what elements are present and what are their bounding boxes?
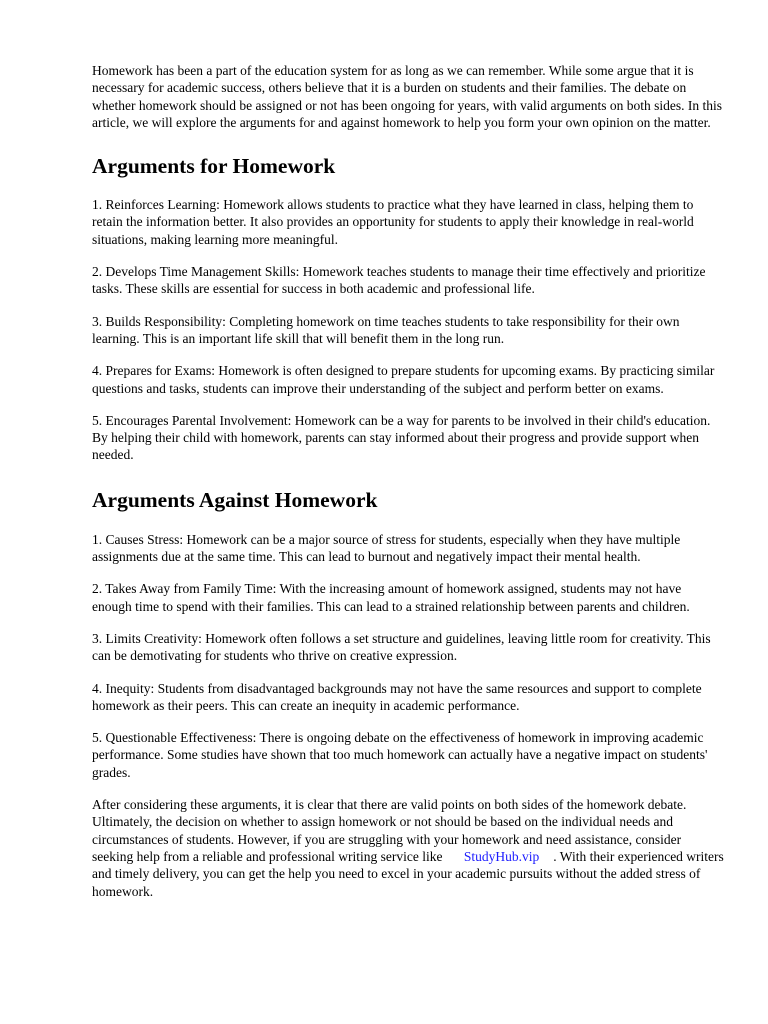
conclusion-text-before-link: After considering these arguments, it is clear that there are valid points on both sides of the homework debate. Ultimately, the decision on whether to assign homework or not should be based on the individual needs and circumstances of students. However, if you are struggling with your homework and need assistance, consider seeking help from a reliable and professional writing service like: [92, 797, 687, 864]
for-item-3: 3. Builds Responsibility: Completing homework on time teaches students to take responsibility for their own learning. This is an important life skill that will benefit them in the long run.: [92, 313, 680, 346]
against-item-1: 1. Causes Stress: Homework can be a major source of stress for students, especially when they have multiple assignments due at the same time. This can lead to burnout and negatively impact their mental health.: [92, 531, 681, 565]
for-item-5: 5. Encourages Parental Involvement: Homework can be a way for parents to be involved in their child's education. By helping their child with homework, parents can stay informed about their progress and provide support when needed.: [92, 412, 711, 463]
conclusion-text-after-link: . With their experienced writers and timely delivery, you can get the help you need to excel in your academic pursuits without the added stress of homework.: [92, 848, 724, 899]
intro-paragraph: Homework has been a part of the education system for as long as we can remember. While some argue that it is necessary for academic success, others believe that it is a burden on students and their families. The debate on whether homework should be assigned or not has been ongoing for years, with valid arguments on both sides. In this article, we will explore the arguments for and against homework to help you form your own opinion on the matter.: [92, 63, 723, 130]
against-item-4: 4. Inequity: Students from disadvantaged backgrounds may not have the same resources and support to complete homework as their peers. This can create an inequity in academic performance.: [92, 680, 702, 713]
against-item-2: 2. Takes Away from Family Time: With the increasing amount of homework assigned, students may not have enough time to spend with their families. This can lead to a strained relationship between parents and children.: [92, 581, 690, 614]
for-item-1: 1. Reinforces Learning: Homework allows students to practice what they have learned in class, helping them to retain the information better. It also provides an opportunity for students to apply their knowledge in real-world situations, making learning more meaningful.: [92, 197, 694, 247]
arguments-for-heading: Arguments for Homework: [92, 154, 336, 179]
for-item-4: 4. Prepares for Exams: Homework is often designed to prepare students for upcoming exams. By practicing similar questions and tasks, students can improve their understanding of the subject and perform better on exams.: [92, 363, 715, 396]
for-item-2: 2. Develops Time Management Skills: Homework teaches students to manage their time effectively and prioritize tasks. These skills are essential for success in both academic and professional life.: [92, 264, 706, 297]
document-page: [92, 62, 724, 915]
against-item-3: 3. Limits Creativity: Homework often follows a set structure and guidelines, leaving little room for creativity. This can be demotivating for students who thrive on creative expression.: [92, 630, 711, 664]
studyhub-link[interactable]: StudyHub.vip: [463, 848, 540, 864]
conclusion-paragraph: [92, 796, 724, 900]
arguments-against-heading: Arguments Against Homework: [92, 487, 378, 512]
against-item-5: 5. Questionable Effectiveness: There is ongoing debate on the effectiveness of homework in improving academic performance. Some studies have shown that too much homework can actually have a negative impact on students' grades.: [92, 730, 708, 780]
